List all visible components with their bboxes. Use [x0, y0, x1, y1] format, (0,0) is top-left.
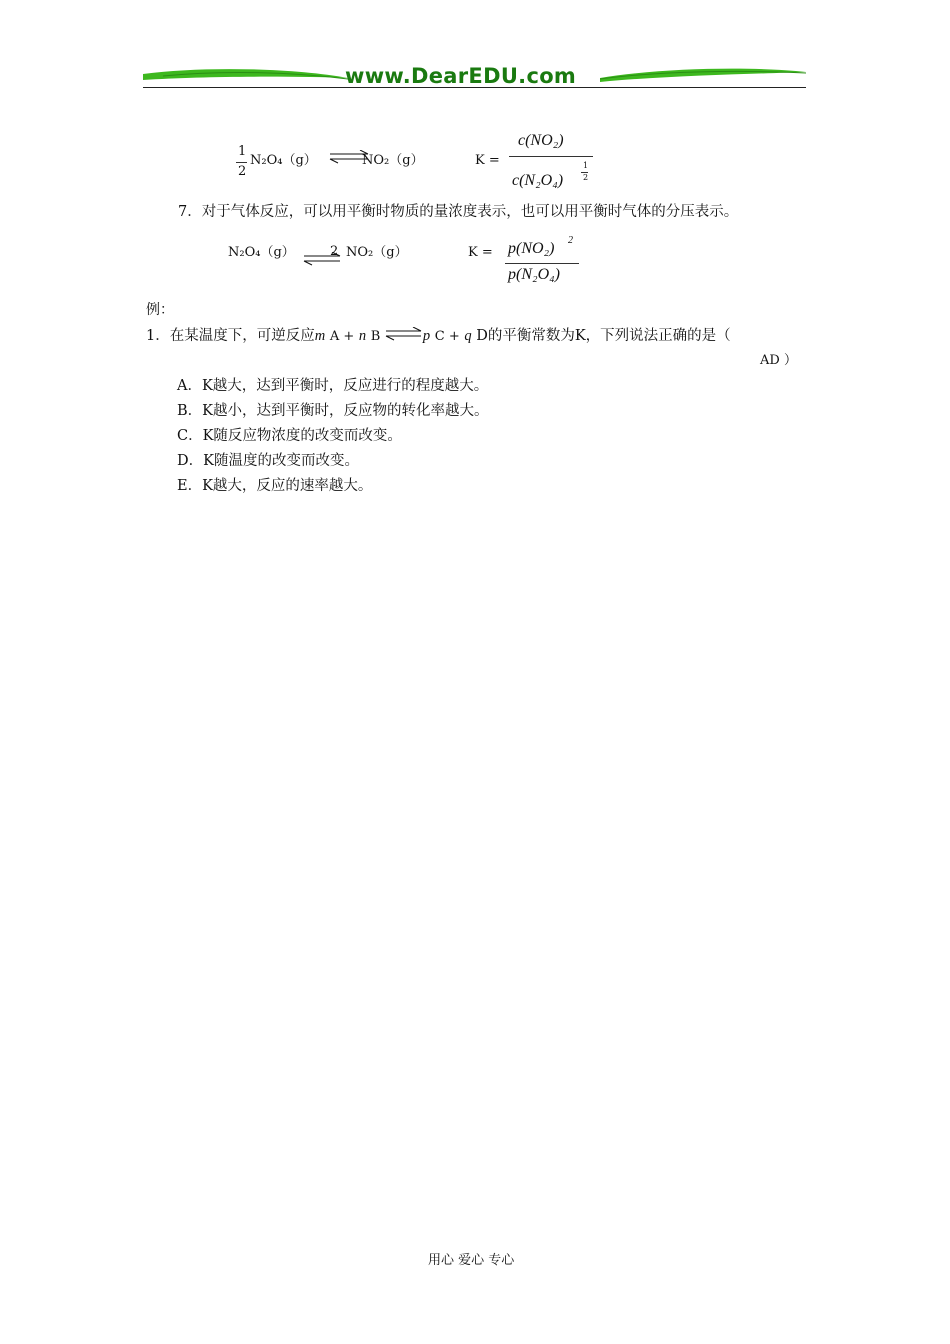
eq1-coef-den: 2: [238, 164, 247, 179]
eq2-product: NO₂（g）: [346, 245, 408, 260]
eq2-k-denominator: p(N₂O₄): [508, 266, 561, 283]
option-c: C．K随反应物浓度的改变而改变。: [177, 428, 402, 444]
question-suffix: D的平衡常数为K，下列说法正确的是（: [476, 328, 731, 344]
eq1-reactant: N₂O₄（g）: [250, 153, 317, 168]
header-swoosh-left: [143, 64, 348, 88]
option-a: A．K越大，达到平衡时，反应进行的程度越大。: [177, 378, 489, 394]
eq2-k-label: K =: [468, 245, 493, 260]
species-b: B: [370, 329, 381, 344]
example-label: 例：: [146, 302, 174, 318]
eq1-k-exp-num: 1: [583, 161, 589, 170]
eq1-k-label: K =: [475, 153, 500, 168]
coef-m: m: [314, 328, 326, 344]
site-logo: www.DearEDU.com: [345, 64, 577, 88]
header-rule: [143, 87, 806, 88]
question-equilibrium-arrow: [385, 327, 423, 341]
eq1-k-denominator: c(N₂O₄): [512, 172, 564, 189]
eq1-product: NO₂（g）: [362, 153, 424, 168]
eq1-k-exp-den: 2: [583, 173, 589, 182]
species-c: C +: [434, 329, 460, 344]
header-swoosh-right: [600, 64, 806, 88]
eq2-reactant: N₂O₄（g）: [228, 245, 295, 260]
coef-n: n: [358, 328, 367, 344]
eq2-equilibrium-arrow: [302, 252, 342, 266]
eq1-coef-num: 1: [238, 144, 247, 159]
option-b: B．K越小，达到平衡时，反应物的转化率越大。: [177, 403, 489, 419]
question-prefix: 1．在某温度下，可逆反应: [146, 328, 315, 344]
coef-p: p: [422, 328, 431, 344]
eq2-k-bar: [505, 263, 579, 264]
option-d: D．K随温度的改变而改变。: [177, 453, 359, 469]
example-question: [146, 327, 731, 346]
species-a: A +: [329, 329, 355, 344]
coef-q: q: [464, 328, 472, 344]
eq2-k-numerator: p(NO₂): [508, 240, 555, 257]
eq1-k-bar: [509, 156, 593, 157]
page-footer: 用心 爱心 专心: [428, 1253, 515, 1268]
eq1-k-numerator: c(NO₂): [518, 132, 564, 149]
eq1-coef-bar: [236, 162, 247, 163]
eq2-coef: 2: [330, 244, 339, 259]
example-answer: AD ）: [760, 353, 797, 368]
eq2-k-numerator-exp: 2: [568, 235, 573, 246]
option-e: E．K越大，反应的速率越大。: [177, 478, 373, 494]
item7-text: 7．对于气体反应，可以用平衡时物质的量浓度表示，也可以用平衡时气体的分压表示。: [178, 204, 739, 220]
